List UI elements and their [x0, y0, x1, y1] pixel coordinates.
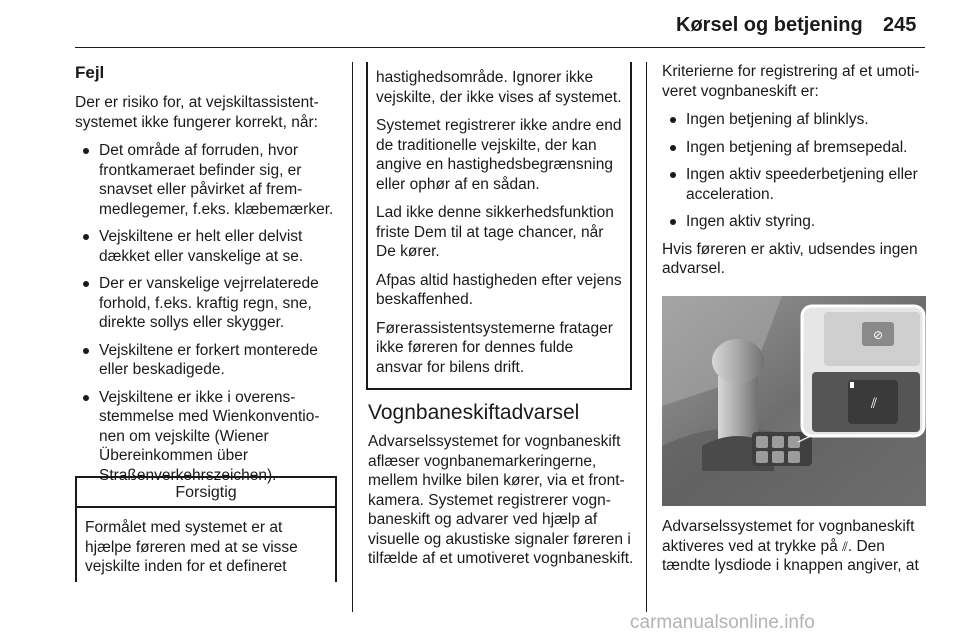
column-1: [75, 62, 339, 493]
list-item: Vejskiltene er forkert monterede eller beskadigede.: [75, 341, 339, 380]
paragraph: Advarselssystemet for vognbaneskift aflæser vognbanemarkeringerne, mellem hvilke bilen kører, via et frontkamera. Systemet registrerer vognbaneskift og advarer ved hjælp af visuelle og akustiske signaler føreren i tilfælde af et umotiveret vognbaneskift.: [368, 433, 634, 567]
list-item: Det område af forruden, hvor frontkameraet befinder sig, er snavset eller påvirket af fremmedlegemer, f.eks. klæbemærker.: [75, 141, 339, 219]
paragraph-criteria: Kriterierne for registrering af et umotiveret vognbaneskift er:: [662, 63, 920, 100]
activation-text-a: Advarselssystemet for vognbaneskift aktiveres ved at trykke på: [662, 518, 915, 555]
svg-text:⊘: ⊘: [872, 328, 884, 342]
svg-text:⫽: ⫽: [870, 396, 878, 412]
column-divider-1: [352, 62, 353, 612]
list-item: Ingen betjening af bremsepedal.: [662, 138, 928, 158]
paragraph: Systemet registrerer ikke andre end de traditionelle vejskilte, der kan angive en hastighedsbegrænsning eller ophør af en sådan.: [376, 117, 622, 193]
paragraph: hastighedsområde. Ignorer ikke vejskilte, der ikke vises af systemet.: [376, 69, 622, 106]
column-divider-2: [646, 62, 647, 612]
header-rule: [75, 47, 925, 48]
list-item: Ingen aktiv styring.: [662, 212, 928, 232]
page-header-title: Kørsel og betjening: [676, 14, 863, 36]
column-3: [662, 62, 928, 324]
caution-text: Formålet med systemet er at hjælpe føreren med at se visse vejskilte inden for et defineret: [85, 519, 298, 575]
watermark: carmanualsonline.info: [630, 612, 815, 633]
paragraph: Førerassistentsystemerne fratager ikke føreren for dennes fulde ansvar for bilens drift.: [376, 319, 613, 376]
caution-box-continued: [366, 62, 632, 390]
bullet-list-criteria: [662, 110, 928, 232]
lane-departure-button-photo: [662, 296, 926, 506]
paragraph-intro: Der er risiko for, at vejskiltassistentsystemet ikke fungerer korrekt, når:: [75, 94, 319, 131]
caution-title: Forsigtig: [77, 478, 335, 508]
column-2-lower: [368, 386, 634, 578]
section-heading-vognbaneskift: Vognbaneskiftadvarsel: [368, 401, 580, 424]
list-item: Ingen betjening af blinklys.: [662, 110, 928, 130]
paragraph-active-driver: Hvis føreren er aktiv, udsendes ingen advarsel.: [662, 240, 918, 277]
bullet-list-errors: [75, 141, 339, 485]
paragraph-activation: [662, 517, 928, 576]
activation-text-b: . Den tændte lysdiode i knappen angiver, at: [662, 537, 919, 574]
paragraph: Afpas altid hastigheden efter vejens beskaffenhed.: [376, 271, 622, 308]
column-3-lower: [662, 517, 928, 576]
section-heading-fejl: Fejl: [75, 63, 105, 82]
paragraph: Lad ikke denne sikkerhedsfunktion friste Dem til at tage chancer, når De kører.: [376, 204, 614, 260]
page-number: 245: [883, 14, 917, 36]
caution-box: [75, 476, 337, 582]
list-item: Vejskiltene er helt eller delvist dækket eller vanskelige at se.: [75, 227, 339, 266]
list-item: Vejskiltene er ikke i overensstemmelse med Wienkonventionen om vejskilte (Wiener Übereinkommen über Straßenverkehrszeichen).: [75, 388, 339, 486]
list-item: Der er vanskelige vejrrelaterede forhold, f.eks. kraftig regn, sne, direkte sollys eller skygger.: [75, 274, 339, 333]
list-item: Ingen aktiv speederbetjening eller acceleration.: [662, 165, 928, 204]
lane-departure-icon: ⫽: [842, 538, 848, 554]
